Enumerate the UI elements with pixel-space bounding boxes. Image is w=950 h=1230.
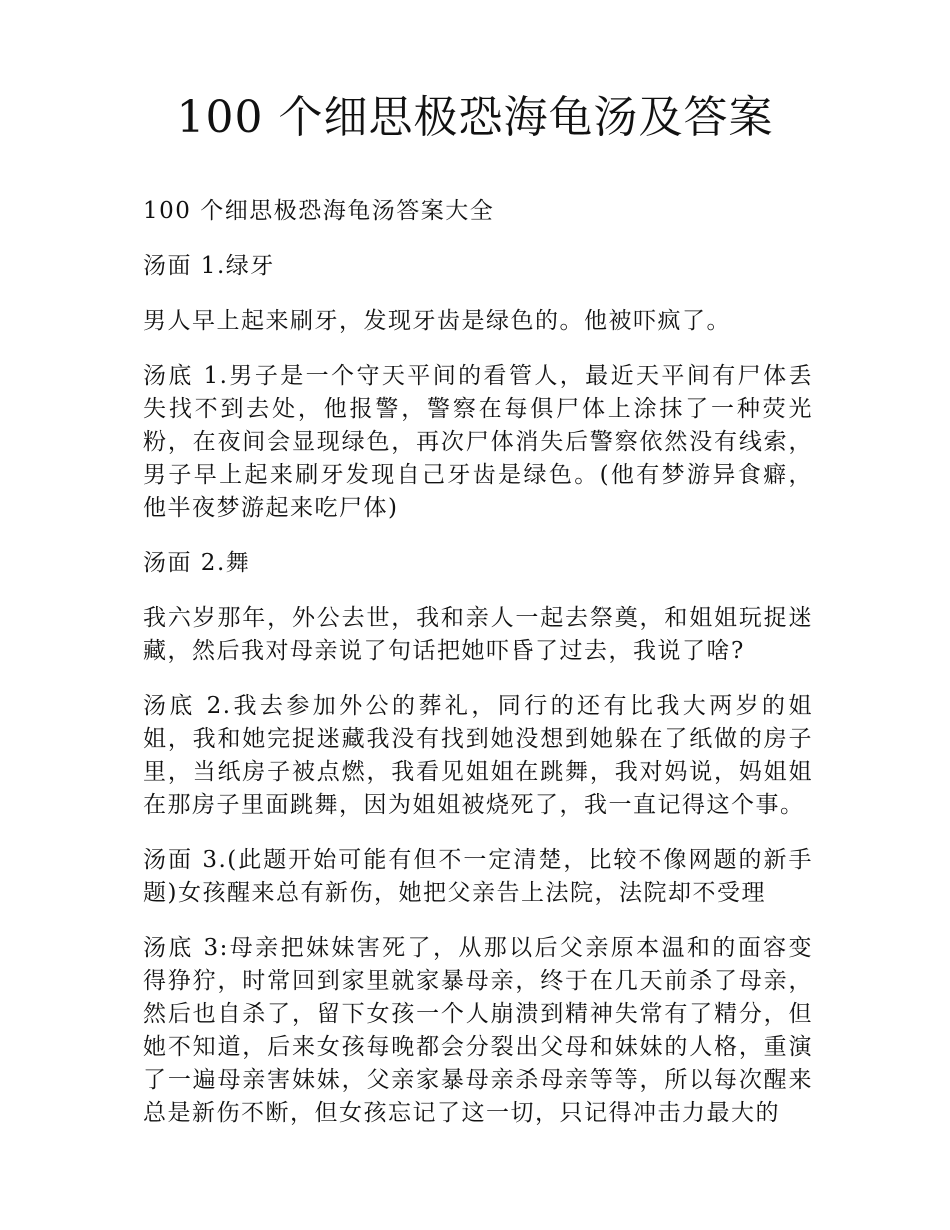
document-body	[143, 195, 813, 1152]
paragraph-puzzle-1-heading: 汤面 1.绿牙	[143, 253, 275, 279]
paragraph-puzzle-1-answer: 汤底 1.男子是一个守天平间的看管人，最近天平间有尸体丢失找不到去处，他报警，警察在每俱尸体上涂抹了一种荧光粉，在夜间会显现绿色，再次尸体消失后警察依然没有线索，男子早上起来刷牙发现自己牙齿是绿色。(他有梦游异食癖，他半夜梦游起来吃尸体)	[143, 363, 813, 521]
paragraph-puzzle-3-answer: 汤底 3:母亲把妹妹害死了，从那以后父亲原本温和的面容变得狰狞，时常回到家里就家暴母亲，终于在几天前杀了母亲，然后也自杀了，留下女孩一个人崩溃到精神失常有了精分，但她不知道，后来女孩每晚都会分裂出父母和妹妹的人格，重演了一遍母亲害妹妹，父亲家暴母亲杀母亲等等，所以每次醒来总是新伤不断，但女孩忘记了这一切，只记得冲击力最大的	[143, 935, 813, 1126]
paragraph-puzzle-2-heading: 汤面 2.舞	[143, 550, 251, 576]
paragraph-puzzle-2-answer: 汤底 2.我去参加外公的葬礼，同行的还有比我大两岁的姐姐，我和她完捉迷藏我没有找到她没想到她躲在了纸做的房子里，当纸房子被点燃，我看见姐姐在跳舞，我对妈说，妈姐姐在那房子里面跳舞，因为姐姐被烧死了，我一直记得这个事。	[143, 693, 813, 818]
paragraph-puzzle-1-question: 男人早上起来刷牙，发现牙齿是绿色的。他被吓疯了。	[143, 308, 731, 334]
document-title: 100 个细思极恐海龟汤及答案	[176, 92, 774, 143]
paragraph-puzzle-2-question: 我六岁那年，外公去世，我和亲人一起去祭奠，和姐姐玩捉迷藏，然后我对母亲说了句话把她吓昏了过去，我说了啥?	[143, 605, 813, 664]
paragraph-puzzle-3-question: 汤面 3.(此题开始可能有但不一定清楚，比较不像网题的新手题)女孩醒来总有新伤，她把父亲告上法院，法院却不受理	[143, 847, 813, 906]
paragraph-subtitle: 100 个细思极恐海龟汤答案大全	[143, 198, 495, 224]
